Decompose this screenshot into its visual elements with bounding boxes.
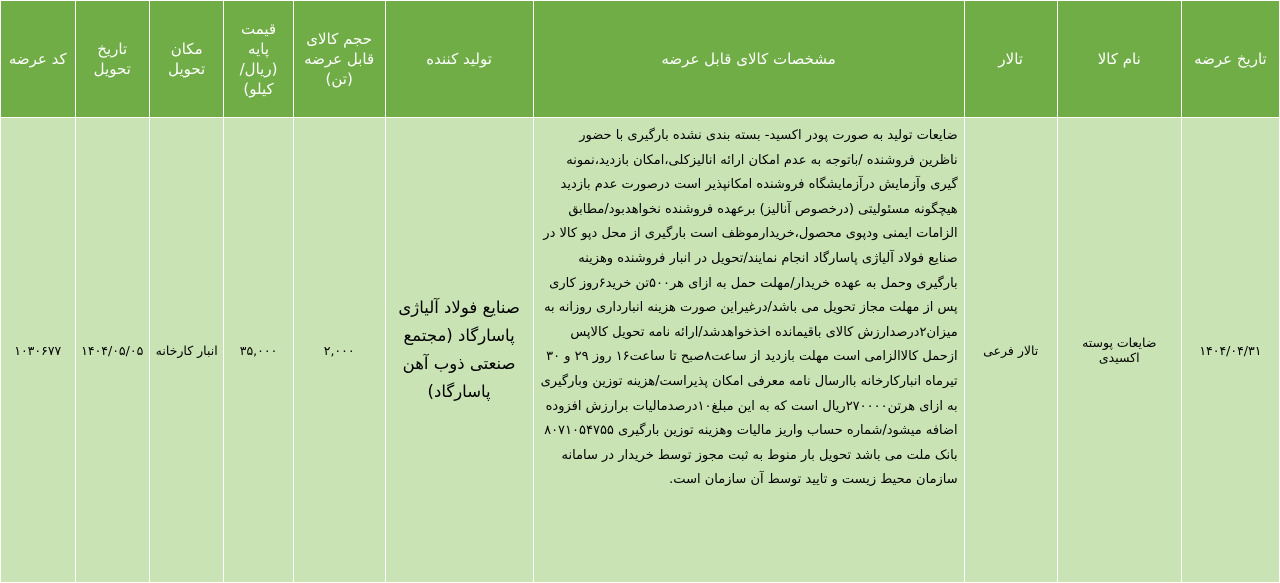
header-specs: مشخصات کالای قابل عرضه (533, 1, 964, 118)
header-row (1, 1, 1280, 118)
cell-hall: تالار فرعی (964, 118, 1057, 583)
header-offer-date: تاریخ عرضه (1181, 1, 1279, 118)
cell-volume: ۲,۰۰۰ (293, 118, 385, 583)
cell-delivery-date: ۱۴۰۴/۰۵/۰۵ (75, 118, 149, 583)
cell-base-price: ۳۵,۰۰۰ (224, 118, 293, 583)
header-volume: حجم کالای قابل عرضه (تن) (293, 1, 385, 118)
header-delivery-place: مکان تحویل (149, 1, 223, 118)
header-offer-code: کد عرضه (1, 1, 76, 118)
cell-offer-date: ۱۴۰۴/۰۴/۳۱ (1181, 118, 1279, 583)
cell-specs: ضایعات تولید به صورت پودر اکسید- بسته بندی نشده بارگیری با حضور ناظرین فروشنده /باتوجه به عدم امکان ارائه انالیزکلی،امکان بازدید،نمونه گیری وآزمایش درآزمایشگاه فروشنده امکانپذیر است درصورت عدم بازدید هیچگونه مسئولیتی (درخصوص آنالیز) برعهده فروشنده نخواهدبود/مطابق الزامات ایمنی ودپوی محصول،خریدارموظف است بارگیری از محل دپو کالا در صنایع فولاد آلیاژی پاسارگاد انجام نمایند/تحویل در انبار فروشنده وهزینه بارگیری وحمل به عهده خریدار/مهلت حمل به ازای هر۵۰۰تن خرید۶روز کاری پس از مهلت مجاز تحویل می باشد/درغیراین صورت هزینه انبارداری روزانه به میزان۲درصدارزش کالای باقیمانده اخذخواهدشد/ارائه نامه تحویل کالاپس ازحمل کالاالزامی است مهلت بازدید از ساعت۸صبح تا ساعت۱۶ روز ۲۹ و ۳۰ تیرماه انبارکارخانه باارسال نامه معرفی امکان پذیراست/هزینه توزین وبارگیری به ازای هرتن۲۷۰۰۰۰ریال است که به این مبلغ۱۰درصدمالیات برارزش افزوده اضافه میشود/شماره حساب واریز مالیات وهزینه توزین بارگیری ۸۰۷۱۰۵۴۷۵۵ بانک ملت می باشد تحویل بار منوط به ثبت مجوز توسط خریدار در سامانه سازمان محیط زیست و تایید توسط آن سازمان است. (533, 118, 964, 583)
header-hall: تالار (964, 1, 1057, 118)
header-base-price: قیمت پایه (ریال/ کیلو) (224, 1, 293, 118)
cell-delivery-place: انبار کارخانه (149, 118, 223, 583)
cell-producer: صنایع فولاد آلیاژی پاسارگاد (مجتمع صنعتی ذوب آهن پاسارگاد) (385, 118, 533, 583)
header-delivery-date: تاریخ تحویل (75, 1, 149, 118)
header-product-name: نام کالا (1057, 1, 1181, 118)
table-row (1, 118, 1280, 583)
cell-offer-code: ۱۰۳۰۶۷۷ (1, 118, 76, 583)
header-producer: تولید کننده (385, 1, 533, 118)
cell-product-name: ضایعات پوسته اکسیدی (1057, 118, 1181, 583)
